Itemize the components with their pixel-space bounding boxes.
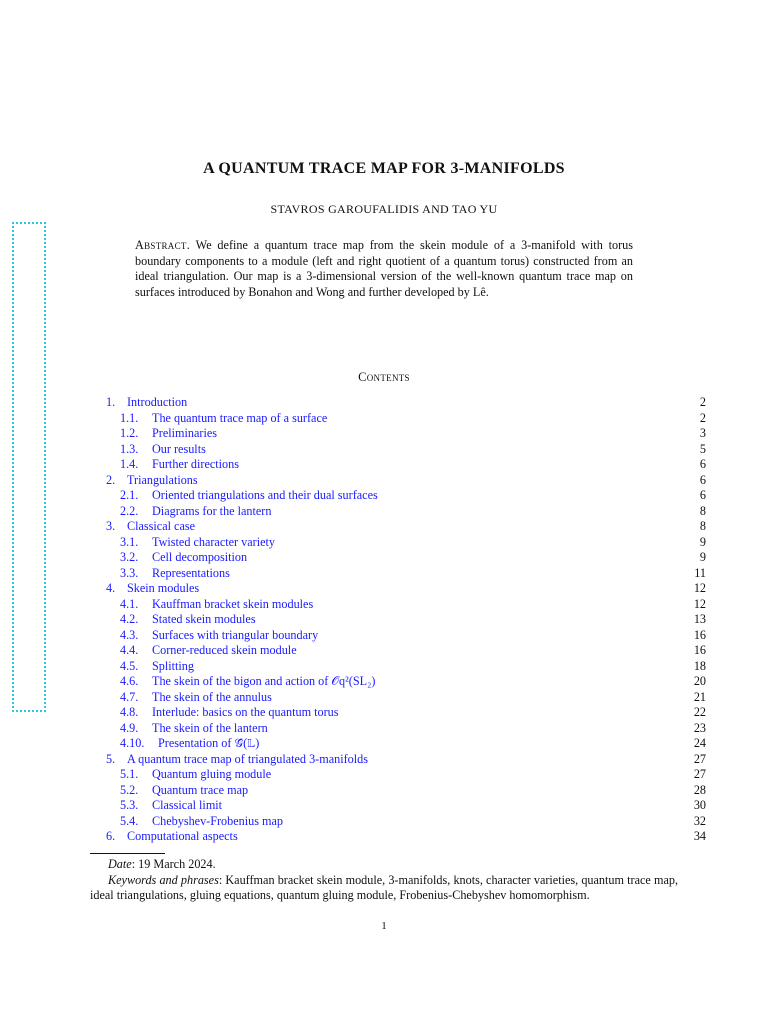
toc-entry-link[interactable]: Introduction [127,395,188,409]
toc-entry-page: 6 [699,457,706,471]
toc-entry-number[interactable]: 4.3. [120,627,139,642]
toc-entry-page: 28 [693,782,706,797]
toc-entry-link[interactable]: Surfaces with triangular boundary [152,627,319,642]
toc-entry-link[interactable]: Twisted character variety [152,534,275,549]
toc-entry-link[interactable]: Kauffman bracket skein modules [152,596,314,611]
toc-entry[interactable] [106,783,706,799]
toc-entry-page: 16 [693,643,706,657]
page-number: 1 [381,920,387,932]
toc-entry[interactable] [106,829,706,845]
toc-entry-number[interactable]: 2.2. [120,503,139,518]
abstract [135,238,633,300]
toc-entry-number[interactable]: 5.4. [120,813,139,828]
footnote-rule [90,853,165,854]
toc-entry-link[interactable]: Our results [152,441,206,456]
toc-entry-page: 18 [693,658,706,673]
toc-entry-number[interactable]: 5.1. [120,767,139,781]
toc-entry[interactable] [106,426,706,442]
toc-entry[interactable] [106,659,706,675]
toc-entry-link[interactable]: Splitting [152,658,194,673]
toc-entry-link[interactable]: Quantum trace map [152,782,249,797]
toc-entry-number[interactable]: 1.1. [120,410,139,425]
toc-entry-page: 20 [693,674,706,688]
toc-entry-page: 5 [699,441,706,456]
toc-entry-page: 27 [693,767,706,781]
toc-entry-link[interactable]: Classical limit [152,798,223,812]
toc-entry-link[interactable]: Computational aspects [127,829,238,843]
toc-entry-link[interactable]: The skein of the annulus [152,689,272,704]
toc-entry[interactable] [106,767,706,783]
toc-entry-number[interactable]: 4.2. [120,612,139,626]
toc-entry[interactable] [106,690,706,706]
toc-entry[interactable] [106,628,706,644]
toc-entry-link[interactable]: The quantum trace map of a surface [152,410,328,425]
toc-entry[interactable] [106,473,706,489]
toc-entry-number[interactable]: 1. [106,395,116,409]
margin-marker [12,222,46,712]
toc-entry-number[interactable]: 3.2. [120,550,139,564]
toc-entry-page: 6 [699,488,706,502]
toc-entry-page: 2 [699,395,706,409]
toc-entry-number[interactable]: 4.5. [120,658,139,673]
paper-title: A QUANTUM TRACE MAP FOR 3-MANIFOLDS [203,160,565,177]
toc-entry-link[interactable]: Stated skein modules [152,612,256,626]
toc-entry[interactable] [106,705,706,721]
toc-entry-number[interactable]: 5.3. [120,798,139,812]
toc-entry-page: 9 [699,550,706,564]
toc-entry-page: 27 [693,751,706,766]
toc-entry-link[interactable]: A quantum trace map of triangulated 3-manifolds [127,751,368,766]
toc-entry-number[interactable]: 3.3. [120,565,139,580]
toc-entry-page: 2 [699,410,706,425]
toc-entry-number[interactable]: 1.2. [120,426,139,440]
toc-entry[interactable] [106,597,706,613]
toc-entry[interactable] [106,643,706,659]
toc-entry-number[interactable]: 2.1. [120,488,139,502]
toc-entry-page: 6 [699,472,706,487]
toc-entry-link[interactable]: Interlude: basics on the quantum torus [152,705,339,719]
toc-entry[interactable] [106,798,706,814]
toc-entry-number[interactable]: 4.6. [120,674,139,688]
toc-entry[interactable] [106,612,706,628]
abstract-heading: Abstract. [135,238,191,252]
toc-entry-page: 3 [699,426,706,440]
toc-entry-page: 22 [693,705,706,719]
date-label: Date [108,857,132,871]
keywords-label: Keywords and phrases [108,872,219,887]
toc-entry[interactable] [106,488,706,504]
toc-entry[interactable] [106,736,706,752]
toc-entry-number[interactable]: 4.7. [120,689,139,704]
toc-entry-number[interactable]: 4. [106,581,116,595]
toc-entry[interactable] [106,457,706,473]
toc-entry[interactable] [106,721,706,737]
toc-entry[interactable] [106,535,706,551]
toc-entry-link[interactable]: Quantum gluing module [152,767,272,781]
toc-entry-link[interactable]: Chebyshev-Frobenius map [152,813,283,828]
toc-entry-link[interactable]: Triangulations [127,472,198,487]
toc-entry-link[interactable]: Preliminaries [152,426,217,440]
toc-entry-number[interactable]: 6. [106,829,116,843]
toc-entry-page: 34 [693,829,706,843]
toc-entry-number[interactable]: 2. [106,472,116,487]
toc-entry-page: 12 [693,596,706,611]
toc-entry-number[interactable]: 5.2. [120,782,139,797]
toc-entry[interactable] [106,674,706,690]
toc-entry[interactable] [106,411,706,427]
toc-entry-link[interactable]: Representations [152,565,230,580]
toc-entry-number[interactable]: 4.8. [120,705,139,719]
toc-entry-page: 23 [693,720,706,735]
date-footnote [90,857,678,873]
toc-entry[interactable] [106,395,706,411]
toc-entry[interactable] [106,504,706,520]
date-value: : 19 March 2024. [131,857,216,871]
toc-entry-link[interactable]: Further directions [152,457,239,471]
contents-heading: Contents [358,370,410,384]
toc-entry-link[interactable]: Diagrams for the lantern [152,503,272,518]
toc-entry[interactable] [106,566,706,582]
toc-entry-number[interactable]: 5. [106,751,116,766]
toc-entry-number[interactable]: 1.4. [120,457,139,471]
toc-entry-page: 13 [693,612,706,626]
toc-entry-number[interactable]: 4.1. [120,596,139,611]
toc-entry-link[interactable]: Oriented triangulations and their dual surfaces [152,488,378,502]
toc-entry[interactable] [106,814,706,830]
toc-entry-page: 21 [693,689,706,704]
keywords-value: : Kauffman bracket skein module, 3-manifolds, knots, character varieties, quantum trace map, ideal triangulations, gluing equations, quantum gluing module, Frobenius-Chebyshev homomorphism. [90,872,678,903]
toc-entry-link[interactable]: Skein modules [127,581,200,595]
toc-entry-link[interactable]: Presentation of 𝒢̂(𝕃) [158,736,260,750]
toc-entry-page: 11 [694,565,706,580]
toc-entry-page: 8 [699,519,706,533]
footnotes [90,857,678,904]
toc-entry[interactable] [106,519,706,535]
toc-entry-link[interactable]: The skein of the bigon and action of 𝒪q²(SL₂) [152,674,376,688]
abstract-text: We define a quantum trace map from the skein module of a 3-manifold with torus boundary components to a module (left and right quotient of a quantum torus) constructed from an ideal triangulation. Our map is a 3-dimensional version of the well-known quantum trace map on surfaces introduced by Bonahon and Wong and further developed by Lê. [135,238,633,299]
toc-entry-number[interactable]: 4.9. [120,720,139,735]
paper-authors: STAVROS GAROUFALIDIS AND TAO YU [270,202,498,216]
toc-entry-link[interactable]: Classical case [127,519,196,533]
toc-entry[interactable] [106,442,706,458]
toc-entry-page: 8 [699,503,706,518]
toc-entry-number[interactable]: 4.10. [120,736,145,750]
toc-entry-link[interactable]: The skein of the lantern [152,720,268,735]
toc-entry-number[interactable]: 4.4. [120,643,139,657]
toc-entry-link[interactable]: Corner-reduced skein module [152,643,297,657]
toc-entry-page: 32 [693,813,706,828]
toc-entry-page: 24 [693,736,706,750]
table-of-contents [106,395,706,845]
toc-entry-page: 12 [693,581,706,595]
toc-entry[interactable] [106,581,706,597]
toc-entry-number[interactable]: 1.3. [120,441,139,456]
toc-entry-number[interactable]: 3.1. [120,534,139,549]
toc-entry-page: 16 [693,627,706,642]
toc-entry[interactable] [106,752,706,768]
toc-entry-page: 30 [693,798,706,812]
toc-entry-page: 9 [699,534,706,549]
keywords-footnote [90,873,678,904]
toc-entry-link[interactable]: Cell decomposition [152,550,248,564]
toc-entry-number[interactable]: 3. [106,519,116,533]
toc-entry[interactable] [106,550,706,566]
